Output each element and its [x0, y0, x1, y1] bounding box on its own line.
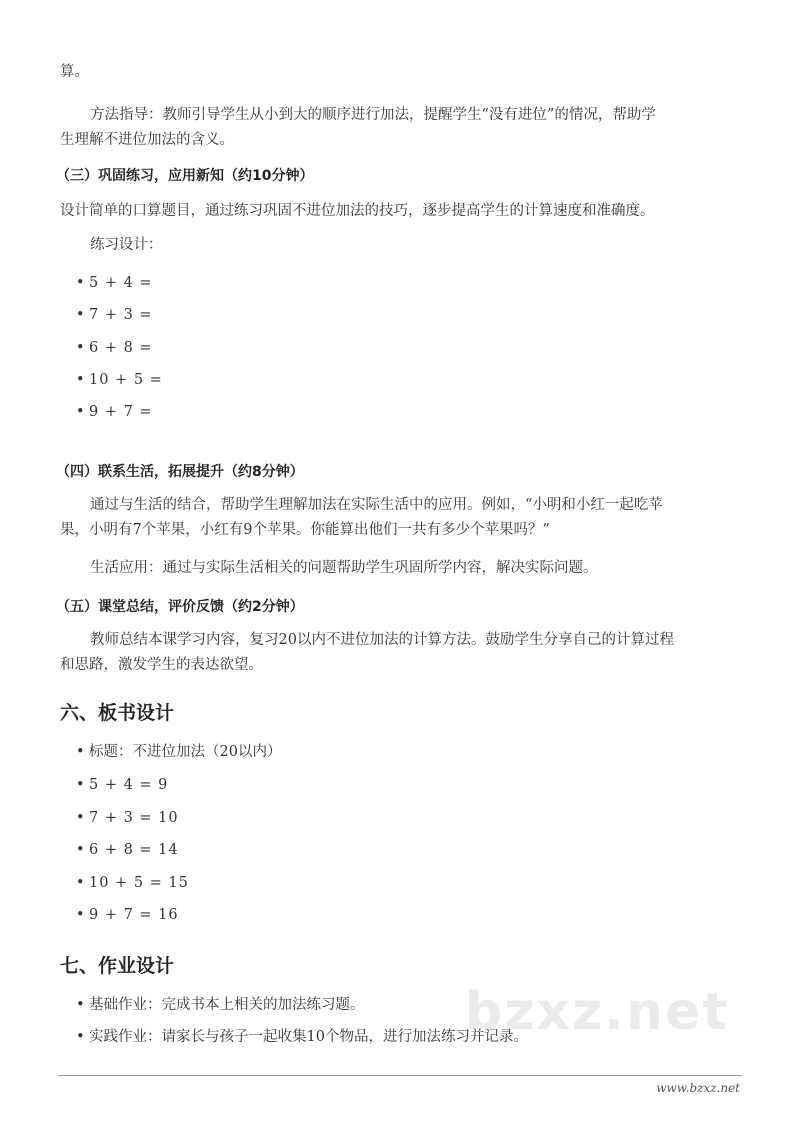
step5-para-line2: 和思路，激发学生的表达欲望。: [60, 657, 263, 673]
exercise-item: • 10 + 5 =: [76, 370, 163, 390]
footer-url: www.bzxz.net: [656, 1081, 740, 1095]
step5-para-line1: 教师总结本课学习内容，复习20以内不进位加法的计算方法。鼓励学生分享自己的计算过程: [90, 632, 674, 648]
homework-item: • 基础作业：完成书本上相关的加法练习题。: [76, 995, 365, 1015]
exercise-item: • 5 + 4 =: [76, 273, 153, 293]
exercise-item: • 6 + 8 =: [76, 338, 153, 358]
board-item: • 6 + 8 = 14: [76, 840, 179, 860]
board-item: • 10 + 5 = 15: [76, 873, 189, 893]
watermark: bzxz.net: [465, 982, 730, 1042]
exercise-label: 练习设计：: [90, 237, 163, 253]
step4-title: （四）联系生活，拓展提升（约8分钟）: [56, 464, 304, 480]
method-guidance-line2: 生理解不进位加法的含义。: [60, 132, 234, 148]
homework-item: • 实践作业：请家长与孩子一起收集10个物品，进行加法练习并记录。: [76, 1027, 528, 1047]
footer-divider: [58, 1075, 742, 1076]
life-application: 生活应用：通过与实际生活相关的问题帮助学生巩固所学内容，解决实际问题。: [90, 560, 598, 576]
board-item: • 标题：不进位加法（20以内）: [76, 742, 281, 762]
homework-heading: 七、作业设计: [60, 955, 175, 977]
board-item: • 7 + 3 = 10: [76, 808, 179, 828]
exercise-item: • 9 + 7 =: [76, 402, 153, 422]
board-design-heading: 六、板书设计: [60, 702, 175, 724]
step5-title: （五）课堂总结，评价反馈（约2分钟）: [56, 599, 304, 615]
method-guidance-line1: 方法指导：教师引导学生从小到大的顺序进行加法，提醒学生“没有进位”的情况，帮助学: [90, 107, 656, 123]
paragraph-continuation: 算。: [60, 64, 89, 80]
board-item: • 5 + 4 = 9: [76, 775, 168, 795]
step4-para-line1: 通过与生活的结合，帮助学生理解加法在实际生活中的应用。例如，“小明和小红一起吃苹: [90, 497, 663, 513]
step3-description: 设计简单的口算题目，通过练习巩固不进位加法的技巧，逐步提高学生的计算速度和准确度。: [60, 203, 655, 219]
exercise-item: • 7 + 3 =: [76, 305, 153, 325]
step3-title: （三）巩固练习，应用新知（约10分钟）: [56, 168, 314, 184]
board-item: • 9 + 7 = 16: [76, 905, 179, 925]
step4-para-line2: 果，小明有7个苹果，小红有9个苹果。你能算出他们一共有多少个苹果吗？”: [60, 522, 550, 538]
